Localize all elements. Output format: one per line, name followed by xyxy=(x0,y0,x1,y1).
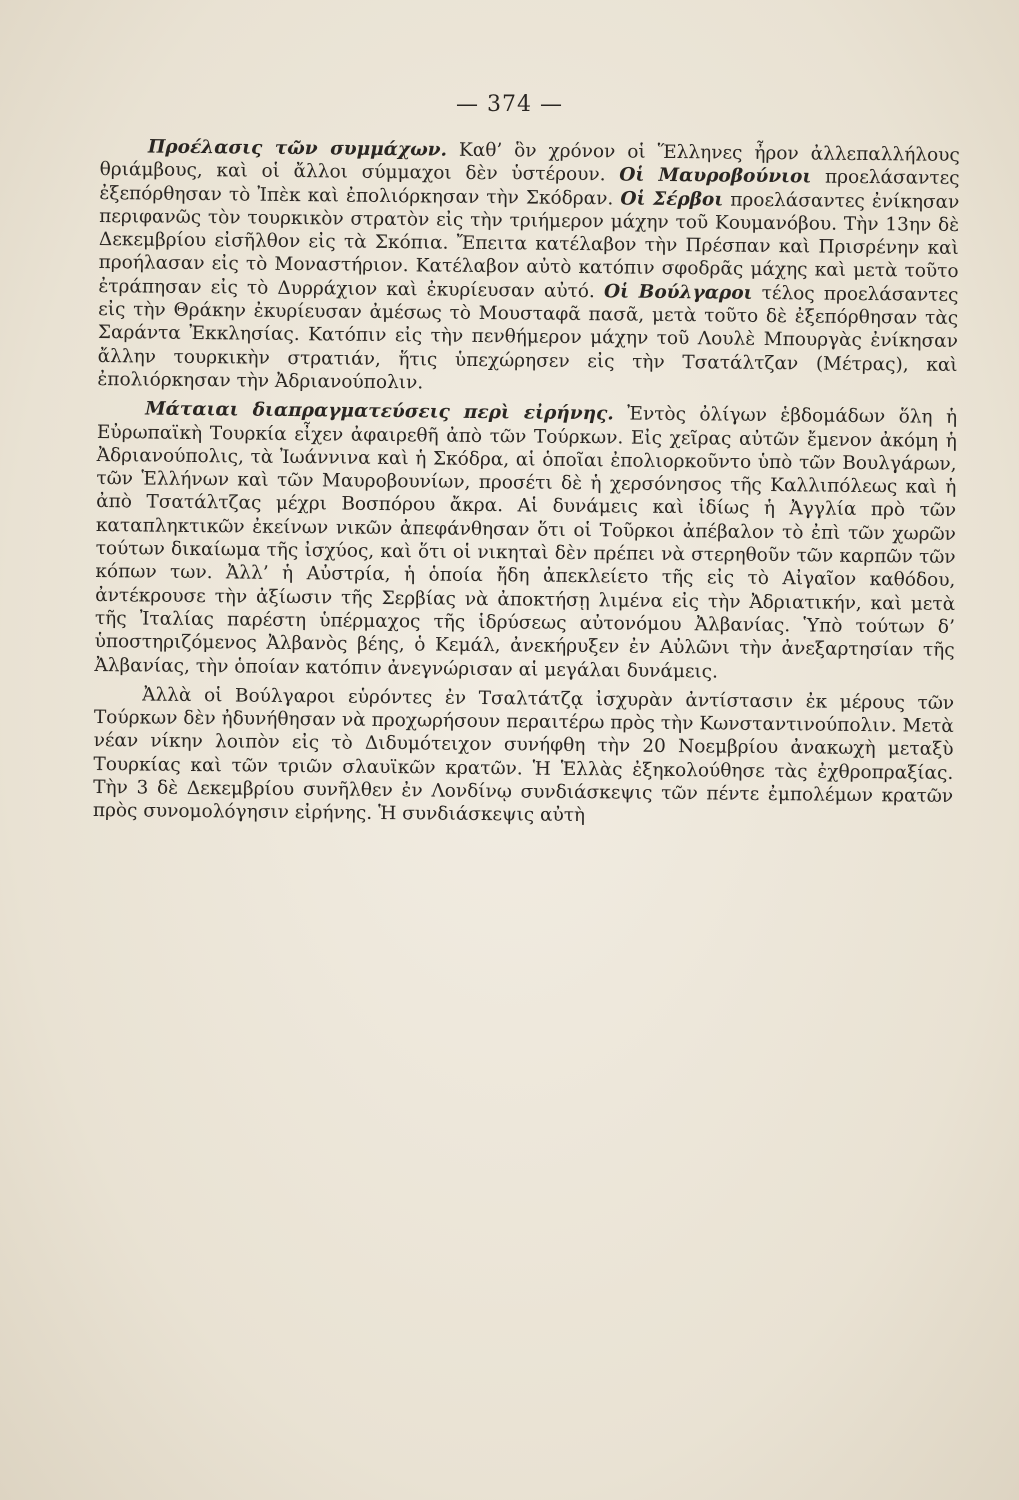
text-run: Ἐντὸς ὀλίγων ἑβδομάδων ὅλη ἡ Εὐρωπαϊκὴ Τουρκία εἶχεν ἀφαιρεθῆ ἀπὸ τῶν Τούρκων. Εἰς χεῖρας αὐτῶν ἔμενον ἀκόμη ἡ Ἀδριανούπολις, τὰ Ἰωάννινα καὶ ἡ Σκόδρα, αἱ ὁποῖαι ἐπολιορκοῦντο ὑπὸ τῶν Βουλγάρων, τῶν Ἑλλήνων καὶ τῶν Μαυροβουνίων, προσέτι δὲ ἡ χερσόνησος τῆς Καλλιπόλεως καὶ ἡ ἀπὸ Τσατάλτζας μέχρι Βοσπόρου ἄκρα. Αἱ δυνάμεις καὶ ἰδίως ἡ Ἀγγλία πρὸ τῶν καταπληκτικῶν ἐκείνων νικῶν ἀπεφάνθησαν ὅτι οἱ Τοῦρκοι ἀπέβαλον τὸ ἐπὶ τῶν χωρῶν τούτων δικαίωμα τῆς ἰσχύος, καὶ ὅτι οἱ νικηταὶ δὲν πρέπει νὰ στερηθοῦν τῶν καρπῶν τῶν κόπων των. Ἀλλ’ ἡ Αὐστρία, ἡ ὁποία ἤδη ἀπεκλείετο τῆς εἰς τὸ Αἰγαῖον καθόδου, ἀντέκρουσε τὴν ἀξίωσιν τῆς Σερβίας νὰ ἀποκτήσῃ λιμένα εἰς τὴν Ἀδριατικήν, καὶ μετὰ τῆς Ἰταλίας παρέστη ὑπέρμαχος τῆς ἱδρύσεως αὐτονόμου Ἀλβανίας. Ὑπὸ τούτων δ’ ὑποστηριζόμενος Ἀλβανὸς βέης, ὁ Κεμάλ, ἀνεκήρυξεν ἐν Αὐλῶνι τὴν ἀνεξαρτησίαν τῆς Ἀλβανίας, τὴν ὁποίαν κατόπιν ἀνεγνώρισαν αἱ μεγάλαι δυνάμεις. xyxy=(94,403,958,683)
page-number: — 374 — xyxy=(456,92,563,117)
paragraph-peace-negotiations xyxy=(94,397,957,686)
text-run: Καθ’ ὃν χρόνον οἱ Ἕλληνες ἦρον ἀλλεπαλλήλους θριάμβους, καὶ οἱ ἄλλοι σύμμαχοι δὲν ὑστέρουν. xyxy=(99,139,960,186)
emphasis-serbs: Οἱ Σέρβοι xyxy=(620,188,724,211)
section-heading: Μάταιαι διαπραγματεύσεις περὶ εἰρήνης. xyxy=(145,398,614,425)
text-run: Ἀλλὰ οἱ Βούλγαροι εὑρόντες ἐν Τσαλτάτζᾳ ἰσχυρὰν ἀντίστασιν ἐκ μέρους τῶν Τούρκων δὲν ἠδυνήθησαν νὰ προχωρήσουν περαιτέρω πρὸς τὴν Κωνσταντινούπολιν. Μετὰ νέαν νίκην λοιπὸν εἰς τὸ Διδυμότειχον συνήφθη τὴν 20 Νοεμβρίου ἀνακωχὴ μεταξὺ Τουρκίας καὶ τῶν τριῶν σλαυϊκῶν κρατῶν. Ἡ Ἑλλὰς ἐξηκολούθησε τὰς ἐχθροπραξίας. Τὴν 3 δὲ Δεκεμβρίου συνῆλθεν ἐν Λονδίνῳ συνδιάσκεψις τῶν πέντε ἐμπολέμων κρατῶν πρὸς συνομολόγησιν εἰρήνης. Ἡ συνδιάσκεψις αὐτὴ xyxy=(92,684,955,827)
text-run: τέλος προελάσαντες εἰς τὴν Θράκην ἐκυρίευσαν ἀμέσως τὸ Μουσταφᾶ πασᾶ, μετὰ τοῦτο δὲ ἐξεπόρθησαν τὰς Σαράντα Ἐκκλησίας. Κατόπιν εἰς τὴν πενθήμερον μάχην τοῦ Λουλὲ Μπουργὰς ἐνίκησαν ἄλλην τουρκικὴν στρατιάν, ἥτις ὑπεχώρησεν εἰς τὴν Τσατάλτζαν (Μέτρας), καὶ ἐπολιόρκησαν τὴν Ἀδριανούπολιν. xyxy=(97,282,959,394)
text-run: προελάσαντες ἐνίκησαν περιφανῶς τὸν τουρκικὸν στρατὸν εἰς τὴν τριήμερον μάχην τοῦ Κουμανόβου. Τὴν 13ην δὲ Δεκεμβρίου εἰσῆλθον εἰς τὰ Σκόπια. Ἔπειτα κατέλαβον τὴν Πρέσπαν καὶ Πρισρένην καὶ προήλασαν εἰς τὸ Μοναστήριον. Κατέλαβον αὐτὸ κατόπιν σφοδρᾶς μάχης καὶ μετὰ τοῦτο ἐτράπησαν εἰς τὸ Δυρράχιον καὶ ἐκυρίευσαν αὐτό. xyxy=(98,189,960,303)
text-run: προελάσαντες ἐξεπόρθησαν τὸ Ἰπὲκ καὶ ἐπολιόρκησαν τὴν Σκόδραν. xyxy=(99,166,960,210)
body-text xyxy=(93,135,960,832)
section-heading: Προέλασις τῶν συμμάχων. xyxy=(147,136,448,161)
paragraph-armistice xyxy=(93,683,954,832)
paragraph-allied-advance xyxy=(97,135,960,400)
emphasis-bulgarians: Οἱ Βούλγαροι xyxy=(603,281,753,304)
emphasis-montenegrins: Οἱ Μαυροβούνιοι xyxy=(619,164,812,188)
